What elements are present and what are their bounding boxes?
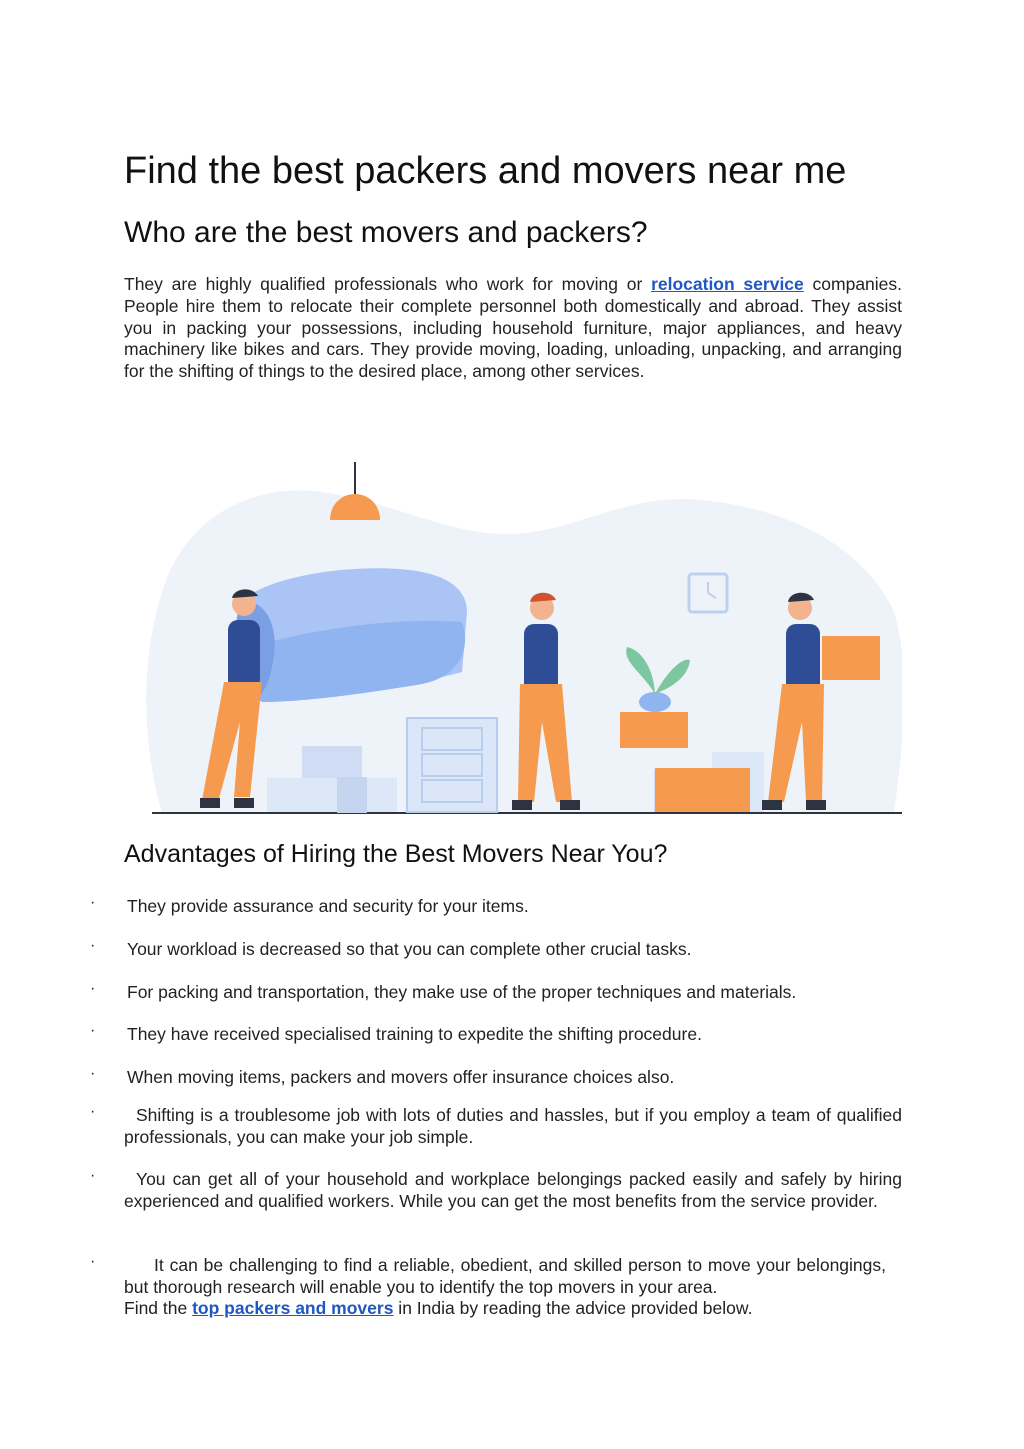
bullet-symbol: · (90, 894, 96, 911)
advantage-item-6: Shifting is a troublesome job with lots of duties and hassles, but if you employ a team of qualified professionals, you can make your job simple. (124, 1105, 902, 1147)
movers-illustration (122, 422, 902, 818)
advantage-item-1: They provide assurance and security for your items. (127, 896, 529, 916)
advantage-item-8: It can be challenging to find a reliable, obedient, and skilled person to move your belongings, but thorough research will enable you to identify the top movers in your area. (124, 1255, 886, 1297)
plant-box (620, 712, 688, 748)
page-subtitle: Who are the best movers and packers? (124, 216, 648, 249)
box-stack-left (267, 778, 397, 812)
advantage-item-5: When moving items, packers and movers offer insurance choices also. (127, 1067, 675, 1087)
closing-paragraph (124, 1298, 752, 1320)
relocation-service-link[interactable]: relocation service (651, 274, 804, 294)
advantages-heading: Advantages of Hiring the Best Movers Near You? (124, 840, 668, 868)
bullet-symbol: · (90, 980, 96, 997)
plant-pot (639, 692, 671, 712)
bullet-symbol: · (90, 1167, 96, 1184)
closing-text-1: Find the (124, 1298, 193, 1318)
bullet-symbol: · (90, 1253, 96, 1270)
top-packers-movers-link[interactable]: top packers and movers (192, 1298, 394, 1318)
advantage-item-2: Your workload is decreased so that you can complete other crucial tasks. (127, 939, 692, 959)
intro-text-1: They are highly qualified professionals who work for moving or (124, 274, 652, 294)
cabinet (407, 718, 497, 812)
page-title: Find the best packers and movers near me (124, 150, 847, 192)
bullet-symbol: · (90, 937, 96, 954)
advantage-item-7: You can get all of your household and workplace belongings packed easily and safely by hiring experienced and qualified workers. While you can get the most benefits from the service provider. (124, 1169, 902, 1211)
orange-box-floor (655, 768, 750, 812)
floor-line (152, 812, 902, 814)
carried-box-icon (822, 636, 880, 680)
intro-paragraph (124, 274, 902, 383)
intro-text-2: companies. People hire them to relocate their complete personnel both domestically and abroad. They assist you in packing your possessions, including household furniture, major appliances, and heavy machinery like bikes and cars. They provide moving, loading, unloading, unpacking, and arranging for the shifting of things to the desired place, among other services. (124, 274, 903, 382)
bullet-symbol: · (90, 1103, 96, 1120)
closing-text-2: in India by reading the advice provided below. (393, 1298, 753, 1318)
bullet-symbol: · (90, 1022, 96, 1039)
advantage-item-3: For packing and transportation, they make use of the proper techniques and materials. (127, 982, 797, 1002)
bullet-symbol: · (90, 1065, 96, 1082)
advantage-item-4: They have received specialised training to expedite the shifting procedure. (127, 1024, 702, 1044)
